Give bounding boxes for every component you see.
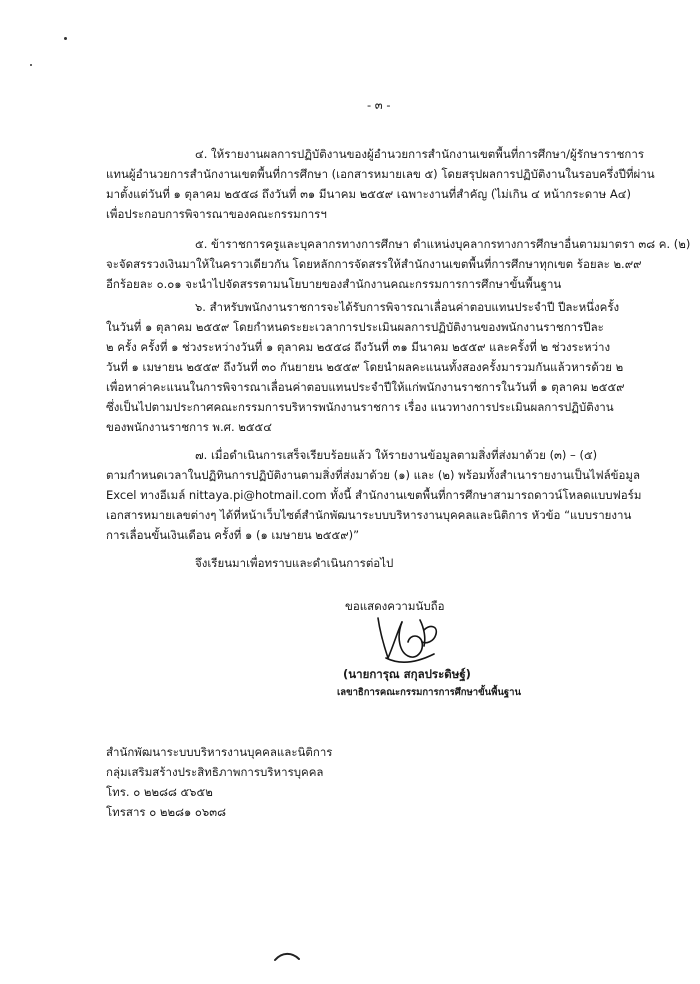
para4-line-1: ๔. ให้รายงานผลการปฏิบัติงานของผู้อำนวยการสำนักงานเขตพื้นที่การศึกษา/ผู้รักษาราชการ xyxy=(195,147,645,161)
para4-line-4: เพื่อประกอบการพิจารณาของคณะกรรมการฯ xyxy=(106,207,327,221)
regards-line: ขอแสดงความนับถือ xyxy=(345,599,445,613)
scan-speck xyxy=(30,64,32,66)
para6-line-7: ของพนักงานราชการ พ.ศ. ๒๕๕๔ xyxy=(106,420,272,434)
para6-line-3: ๒ ครั้ง ครั้งที่ ๑ ช่วงระหว่างวันที่ ๑ ตุลาคม ๒๕๕๘ ถึงวันที่ ๓๑ มีนาคม ๒๕๕๙ และครั้งที่ ๒ ช่วงระหว่าง xyxy=(106,340,611,354)
page-number: - ๓ - xyxy=(367,98,391,112)
handwritten-signature xyxy=(364,612,454,668)
para6-line-6: ซึ่งเป็นไปตามประกาศคณะกรรมการบริหารพนักงานราชการ เรื่อง แนวทางการประเมินผลการปฏิบัติงาน xyxy=(106,400,614,414)
footer-office: สำนักพัฒนาระบบบริหารงานบุคคลและนิติการ xyxy=(106,745,333,759)
para6-line-4: วันที่ ๑ เมษายน ๒๕๕๙ ถึงวันที่ ๓๐ กันยายน ๒๕๕๙ โดยนำผลคะแนนทั้งสองครั้งมารวมกันแล้วหารด้วย ๒ xyxy=(106,360,624,374)
footer-phone: โทร. ๐ ๒๒๘๘ ๕๖๕๒ xyxy=(106,785,213,799)
footer-group: กลุ่มเสริมสร้างประสิทธิภาพการบริหารบุคคล xyxy=(106,765,324,779)
para5-line-1: ๕. ข้าราชการครูและบุคลากรทางการศึกษา ตำแหน่งบุคลากรทางการศึกษาอื่นตามมาตรา ๓๘ ค. (๒) xyxy=(195,237,691,251)
para7-line-5: การเลื่อนขั้นเงินเดือน ครั้งที่ ๑ (๑ เมษายน ๒๕๕๙)” xyxy=(106,528,360,542)
signer-title: เลขาธิการคณะกรรมการการศึกษาขั้นพื้นฐาน xyxy=(337,687,521,698)
para7-line-1: ๗. เมื่อดำเนินการเสร็จเรียบร้อยแล้ว ให้รายงานข้อมูลตามสิ่งที่ส่งมาด้วย (๓) – (๕) xyxy=(195,448,598,462)
signer-name: (นายการุณ สกุลประดิษฐ์) xyxy=(343,667,471,681)
para4-line-2: แทนผู้อำนวยการสำนักงานเขตพื้นที่การศึกษา (เอกสารหมายเลข ๕) โดยสรุปผลการปฏิบัติงานในรอบครึ่งปีที่ผ่าน xyxy=(106,167,655,181)
para6-line-5: เพื่อหาค่าคะแนนในการพิจารณาเลื่อนค่าตอบแทนประจำปีให้แก่พนักงานราชการในวันที่ ๑ ตุลาคม ๒๕๕๙ xyxy=(106,380,625,394)
para5-line-2: จะจัดสรรวงเงินมาให้ในคราวเดียวกัน โดยหลักการจัดสรรให้สำนักงานเขตพื้นที่การศึกษาทุกเขต ร้อยละ ๒.๙๙ xyxy=(106,257,642,271)
para6-line-1: ๖. สำหรับพนักงานราชการจะได้รับการพิจารณาเลื่อนค่าตอบแทนประจำปี ปีละหนึ่งครั้ง xyxy=(195,300,620,314)
para7-line-4: เอกสารหมายเลขต่างๆ ได้ที่หน้าเว็บไซต์สำนักพัฒนาระบบบริหารงานบุคคลและนิติการ หัวข้อ “แบบรายงาน xyxy=(106,508,632,522)
para5-line-3: อีกร้อยละ ๐.๐๑ จะนำไปจัดสรรตามนโยบายของสำนักงานคณะกรรมการการศึกษาขั้นพื้นฐาน xyxy=(106,277,562,291)
para6-line-2: ในวันที่ ๑ ตุลาคม ๒๕๕๙ โดยกำหนดระยะเวลาการประเมินผลการปฏิบัติงานของพนักงานราชการปีละ xyxy=(106,320,604,334)
para7-line-3: Excel ทางอีเมล์ nittaya.pi@hotmail.com ทั้งนี้ สำนักงานเขตพื้นที่การศึกษาสามารถดาวน์โหลดแบบฟอร์ม xyxy=(106,488,642,502)
scan-speck xyxy=(64,37,67,40)
para4-line-3: มาตั้งแต่วันที่ ๑ ตุลาคม ๒๕๕๘ ถึงวันที่ ๓๑ มีนาคม ๒๕๕๙ เฉพาะงานที่สำคัญ (ไม่เกิน ๔ หน้ากระดาษ A๔) xyxy=(106,187,631,201)
footer-fax: โทรสาร ๐ ๒๒๘๑ ๐๖๓๘ xyxy=(106,805,226,819)
bottom-curve-mark xyxy=(272,950,302,962)
closing-line: จึงเรียนมาเพื่อทราบและดำเนินการต่อไป xyxy=(195,556,394,570)
para7-line-2: ตามกำหนดเวลาในปฏิทินการปฏิบัติงานตามสิ่งที่ส่งมาด้วย (๑) และ (๒) พร้อมทั้งสำเนารายงานเป็นไฟล์ข้อมูล xyxy=(106,468,641,482)
